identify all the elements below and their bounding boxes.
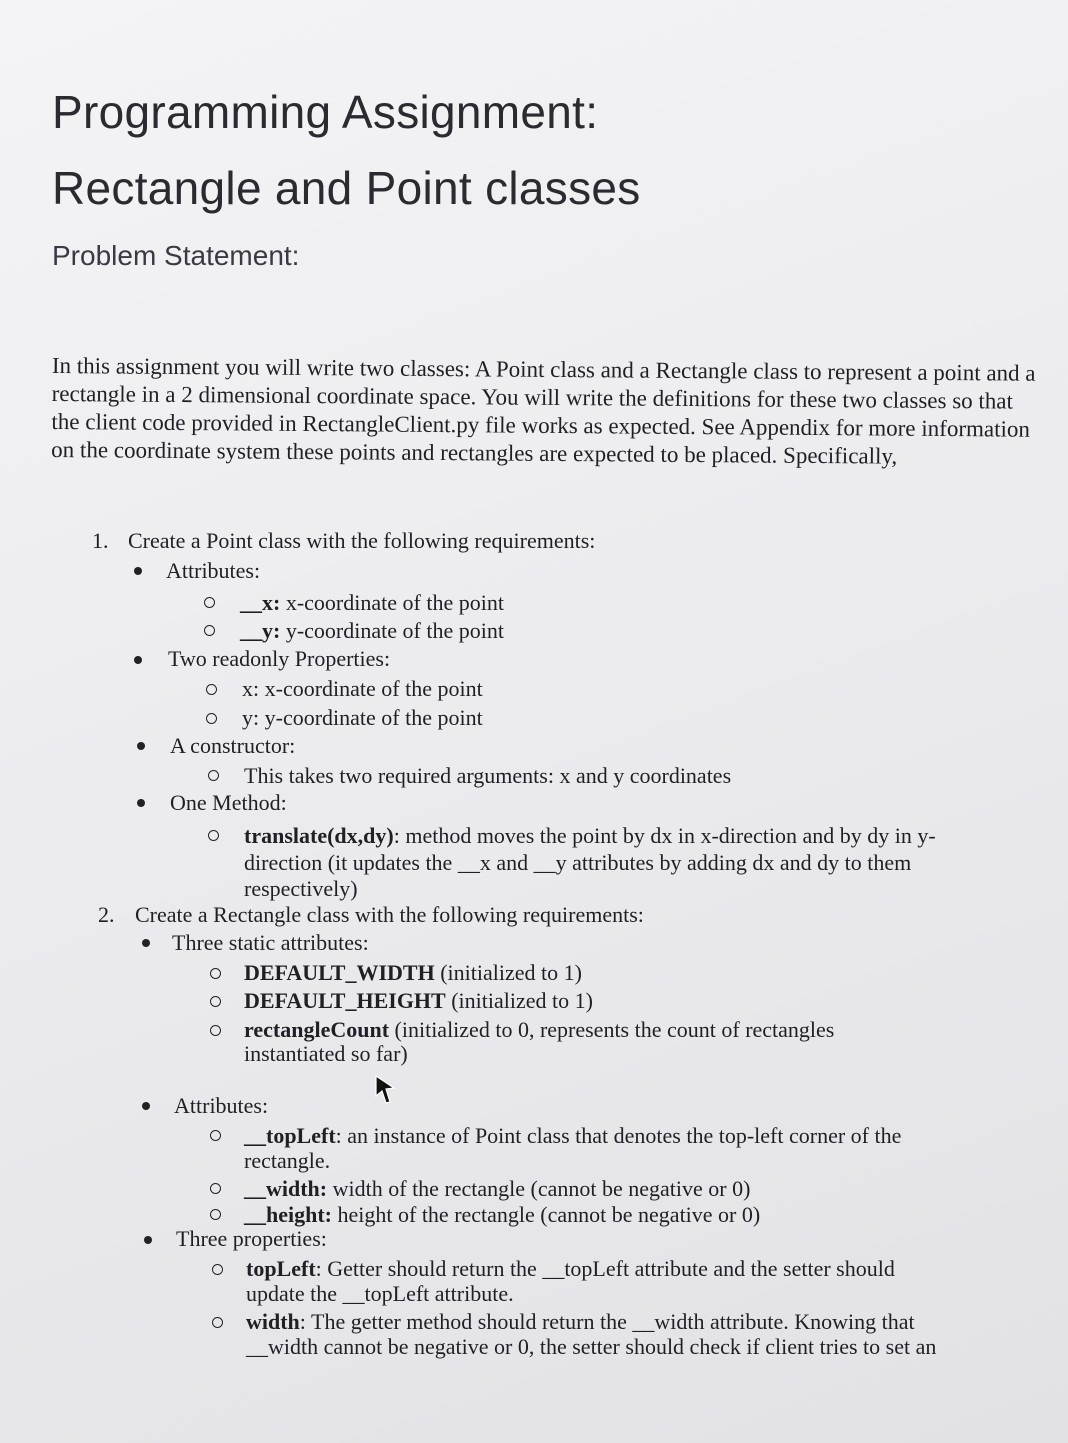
circle-bullet-icon — [208, 830, 219, 841]
circle-bullet-icon — [204, 597, 215, 608]
rect-topleft-line-2: rectangle. — [244, 1148, 331, 1173]
rect-default-height — [244, 988, 593, 1014]
bullet-icon — [134, 567, 142, 575]
circle-bullet-icon — [210, 968, 221, 979]
rectangle-count-name: rectangleCount — [244, 1017, 390, 1042]
topleft-attr-desc-1: : an instance of Point class that denotes the top-left corner of the — [335, 1123, 902, 1148]
intro-paragraph — [51, 352, 1042, 472]
point-props-label: Two readonly Properties: — [168, 646, 391, 671]
bullet-icon — [142, 939, 150, 947]
bullet-icon — [134, 656, 142, 664]
circle-bullet-icon — [212, 1264, 223, 1275]
rect-attributes-label: Attributes: — [174, 1093, 269, 1118]
title-line-2: Rectangle and Point classes — [52, 162, 641, 214]
point-prop-y: y: y-coordinate of the point — [242, 705, 483, 730]
rectangle-count-desc-1: (initialized to 0, represents the count of rectangles — [389, 1017, 835, 1042]
default-width-desc: (initialized to 1) — [434, 960, 582, 985]
height-attr-name: __height: — [244, 1202, 332, 1227]
bullet-icon — [142, 1102, 150, 1110]
default-height-desc: (initialized to 1) — [445, 988, 593, 1013]
rect-static-label: Three static attributes: — [172, 930, 369, 955]
translate-method-desc-1: : method moves the point by dx in x-direction and by dy in y- — [393, 823, 936, 848]
rect-prop-topleft-line-1 — [246, 1256, 895, 1282]
item-1-heading: Create a Point class with the following requirements: — [128, 528, 596, 553]
default-width-name: DEFAULT_WIDTH — [244, 960, 435, 985]
rect-count-line-1 — [244, 1017, 834, 1043]
circle-bullet-icon — [206, 684, 217, 695]
rect-height-attr — [244, 1202, 760, 1228]
circle-bullet-icon — [210, 1130, 221, 1141]
circle-bullet-icon — [212, 1317, 223, 1328]
circle-bullet-icon — [210, 996, 221, 1007]
topleft-attr-name: __topLeft — [244, 1123, 336, 1148]
bullet-icon — [137, 799, 145, 807]
rect-prop-width-line-2: __width cannot be negative or 0, the setter should check if client tries to set an — [246, 1334, 937, 1359]
point-attr-y-name: __y: — [240, 618, 281, 643]
rect-count-line-2: instantiated so far) — [244, 1041, 408, 1066]
translate-method-name: translate(dx,dy) — [244, 823, 394, 848]
circle-bullet-icon — [204, 625, 215, 636]
circle-bullet-icon — [210, 1183, 221, 1194]
item-2-number: 2. — [98, 902, 115, 927]
item-2-heading: Create a Rectangle class with the following requirements: — [135, 902, 644, 927]
topleft-prop-name: topLeft — [246, 1256, 316, 1281]
rect-prop-topleft-line-2: update the __topLeft attribute. — [246, 1281, 514, 1306]
point-attributes-label: Attributes: — [166, 558, 261, 583]
point-ctor-desc: This takes two required arguments: x and y coordinates — [244, 763, 732, 788]
rect-default-width — [244, 960, 582, 986]
height-attr-desc: height of the rectangle (cannot be negative or 0) — [332, 1202, 761, 1227]
point-ctor-label: A constructor: — [170, 733, 296, 758]
point-method-label: One Method: — [170, 790, 287, 815]
point-prop-x: x: x-coordinate of the point — [242, 676, 483, 701]
title-line-1: Programming Assignment: — [52, 86, 599, 138]
width-attr-name: __width: — [244, 1176, 328, 1201]
point-method-line-1 — [244, 823, 936, 849]
point-attr-y — [240, 618, 504, 644]
default-height-name: DEFAULT_HEIGHT — [244, 988, 446, 1013]
point-method-line-3: respectively) — [244, 876, 358, 901]
rect-prop-width-line-1 — [246, 1309, 915, 1335]
bullet-icon — [144, 1236, 152, 1244]
point-method-line-2: direction (it updates the __x and __y attributes by adding dx and dy to them — [244, 850, 912, 875]
rect-topleft-line-1 — [244, 1123, 901, 1149]
intro-text: In this assignment you will write two classes: A Point class and a Rectangle class to represent a point and a rectangle in a 2 dimensional coordinate space. You will write the definitions for these two classes so that the client code provided in RectangleClient.py file works as expected. See Appendix for more information on the coordinate system these points and rectangles are expected to be placed. Specifically, — [51, 352, 1036, 469]
circle-bullet-icon — [206, 713, 217, 724]
rect-props-label: Three properties: — [176, 1226, 327, 1251]
width-prop-desc-1: : The getter method should return the __width attribute. Knowing that — [299, 1309, 915, 1334]
circle-bullet-icon — [210, 1209, 221, 1220]
point-attr-y-desc: y-coordinate of the point — [280, 618, 504, 643]
bullet-icon — [137, 742, 145, 750]
mouse-cursor-icon — [372, 1074, 398, 1106]
document-title — [52, 74, 641, 226]
item-1-number: 1. — [92, 528, 109, 553]
width-prop-name: width — [246, 1309, 300, 1334]
rect-width-attr — [244, 1176, 750, 1202]
point-attr-x-desc: x-coordinate of the point — [280, 590, 504, 615]
topleft-prop-desc-1: : Getter should return the __topLeft attribute and the setter should — [315, 1256, 895, 1281]
width-attr-desc: width of the rectangle (cannot be negative or 0) — [327, 1176, 751, 1201]
point-attr-x-name: __x: — [240, 590, 281, 615]
circle-bullet-icon — [208, 770, 219, 781]
problem-statement-heading: Problem Statement: — [52, 240, 300, 271]
circle-bullet-icon — [210, 1025, 221, 1036]
point-attr-x — [240, 590, 504, 616]
